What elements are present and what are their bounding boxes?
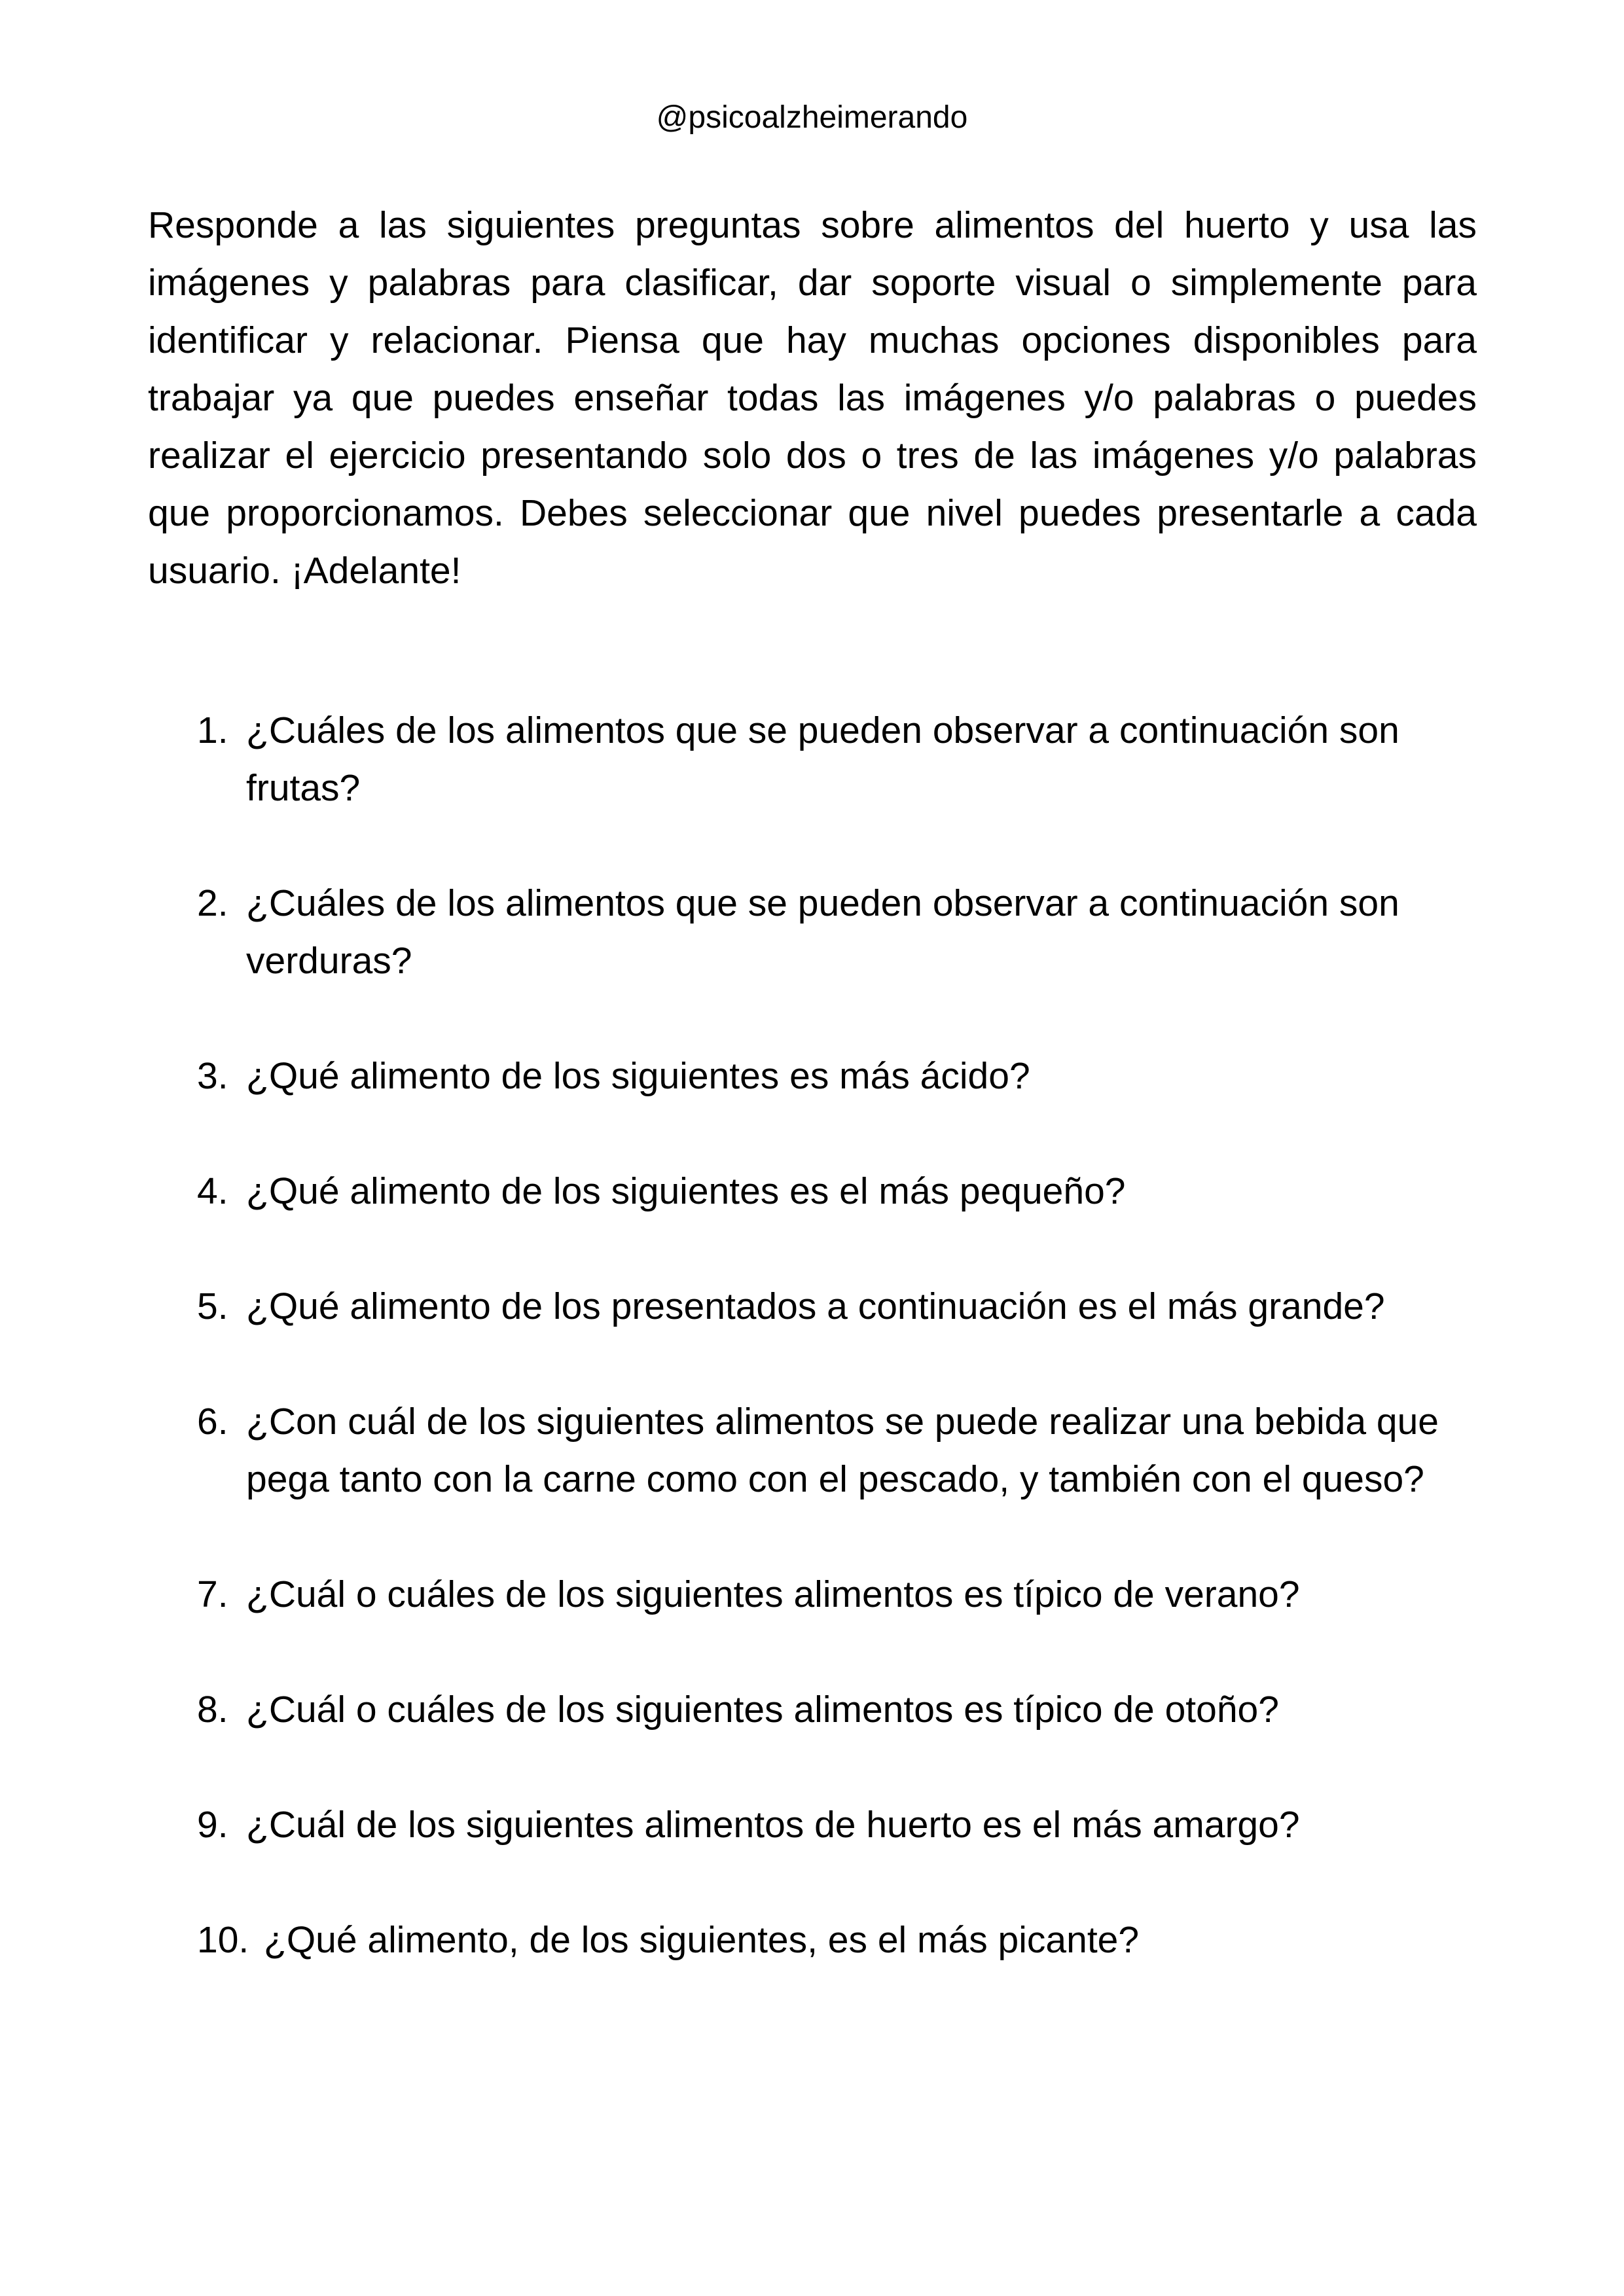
- question-text: ¿Qué alimento de los siguientes es más ácido?: [246, 1055, 1030, 1097]
- question-number: 2.: [197, 882, 228, 924]
- question-item: [148, 1047, 1477, 1105]
- instructions-paragraph: Responde a las siguientes preguntas sobre alimentos del huerto y usa las imágenes y palabras para clasificar, dar soporte visual o simplemente para identificar y relacionar. Piensa que hay muchas opciones disponibles para trabajar ya que puedes enseñar todas las imágenes y/o palabras o puedes realizar el ejercicio presentando solo dos o tres de las imágenes y/o palabras que proporcionamos. Debes seleccionar que nivel puedes presentarle a cada usuario. ¡Adelante!: [148, 204, 1477, 592]
- question-text: ¿Con cuál de los siguientes alimentos se puede realizar una bebida que pega tanto con la carne como con el pescado, y también con el queso?: [246, 1401, 1439, 1500]
- question-number: 7.: [197, 1573, 228, 1615]
- question-text: ¿Qué alimento, de los siguientes, es el más picante?: [264, 1919, 1140, 1961]
- question-number: 4.: [197, 1170, 228, 1212]
- question-text: ¿Cuál o cuáles de los siguientes alimentos es típico de verano?: [246, 1573, 1300, 1615]
- question-number: 9.: [197, 1804, 228, 1846]
- questions-list: [148, 702, 1477, 2026]
- question-item: [148, 1911, 1477, 1969]
- question-number: 6.: [197, 1401, 228, 1443]
- question-item: [148, 1796, 1477, 1854]
- question-text: ¿Cuáles de los alimentos que se pueden observar a continuación son frutas?: [246, 709, 1399, 809]
- question-number: 3.: [197, 1055, 228, 1097]
- question-text: ¿Cuál o cuáles de los siguientes alimentos es típico de otoño?: [246, 1689, 1279, 1731]
- question-item: [148, 702, 1477, 817]
- question-item: [148, 874, 1477, 990]
- question-text: ¿Qué alimento de los presentados a continuación es el más grande?: [246, 1285, 1385, 1327]
- question-item: [148, 1278, 1477, 1335]
- author-handle: @psicoalzheimerando: [656, 100, 968, 135]
- question-number: 8.: [197, 1689, 228, 1731]
- question-text: ¿Qué alimento de los siguientes es el más pequeño?: [246, 1170, 1126, 1212]
- question-item: [148, 1681, 1477, 1738]
- question-number: 10.: [197, 1919, 249, 1961]
- question-number: 5.: [197, 1285, 228, 1327]
- question-item: [148, 1566, 1477, 1623]
- question-item: [148, 1393, 1477, 1508]
- question-text: ¿Cuáles de los alimentos que se pueden observar a continuación son verduras?: [246, 882, 1399, 982]
- question-text: ¿Cuál de los siguientes alimentos de huerto es el más amargo?: [246, 1804, 1300, 1846]
- question-item: [148, 1162, 1477, 1220]
- question-number: 1.: [197, 709, 228, 751]
